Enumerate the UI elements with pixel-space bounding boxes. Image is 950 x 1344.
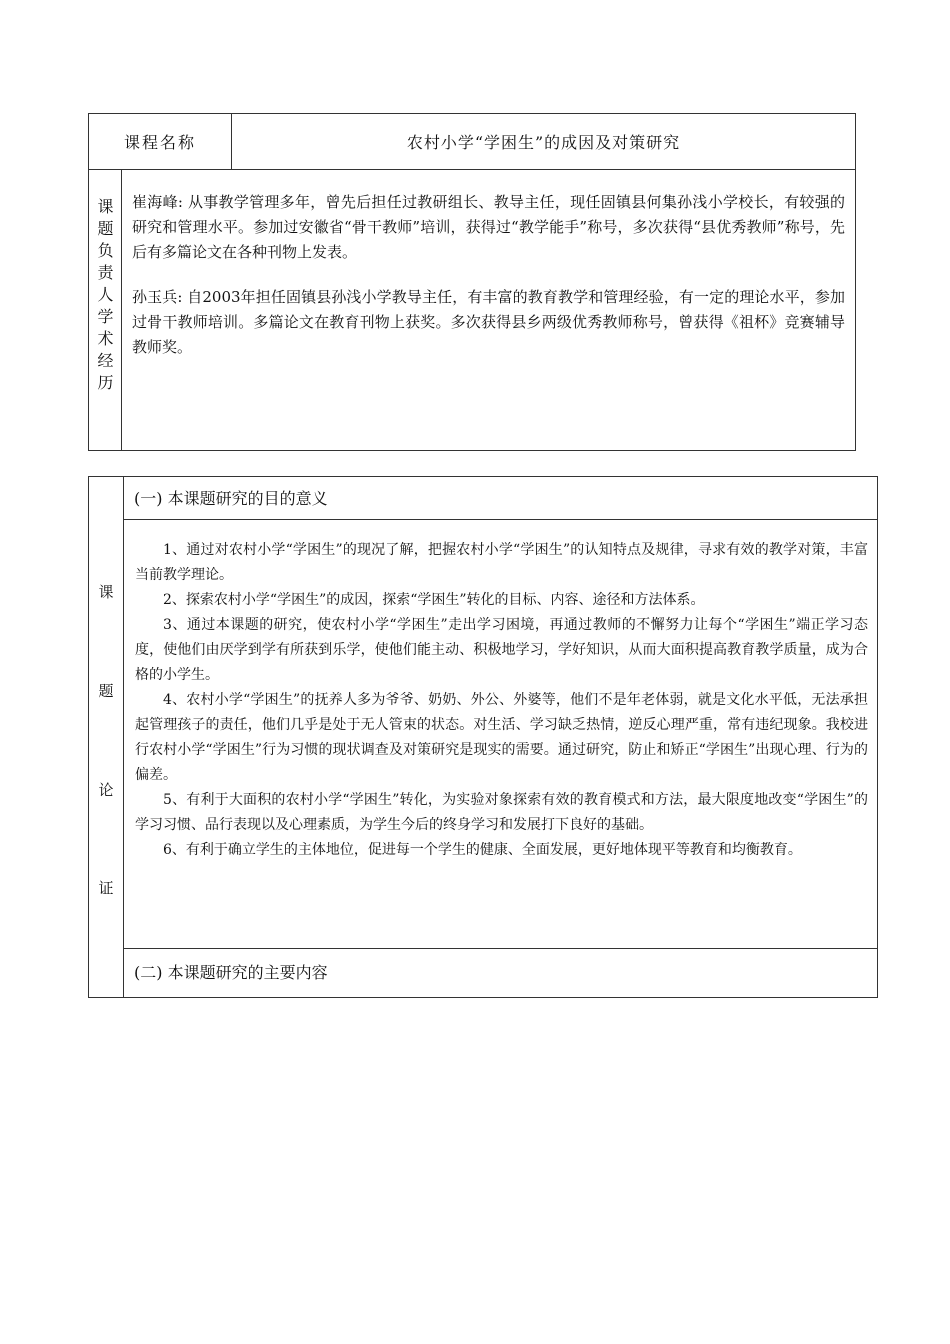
course-name-label: 课程名称: [89, 114, 232, 169]
purpose-paragraph-1: 1、通过对农村小学“学困生”的现况了解，把握农村小学“学困生”的认知特点及规律，寻求有效的教学对策，丰富当前教学理论。: [135, 542, 868, 583]
course-info-table: [88, 113, 856, 451]
section1-heading: (一) 本课题研究的目的意义: [124, 477, 877, 520]
topic-argument-table: [88, 476, 878, 998]
side-char-3: 论: [98, 781, 114, 799]
purpose-paragraph-3: 3、通过本课题的研究，使农村小学“学困生”走出学习困境，再通过教师的不懈努力让每个“学困生”端正学习态度，使他们由厌学到学有所获到乐学，使他们能主动、积极地学习，学好知识，从而大面积提高教育教学质量，成为合格的小学生。: [135, 617, 868, 683]
side-char-2: 题: [98, 682, 114, 700]
side-char-4: 证: [98, 879, 114, 897]
side-char-1: 课: [98, 583, 114, 601]
purpose-paragraph-6: 6、有利于确立学生的主体地位，促进每一个学生的健康、全面发展，更好地体现平等教育和均衡教育。: [163, 842, 802, 858]
purpose-paragraph-4: 4、农村小学“学困生”的抚养人多为爷爷、奶奶、外公、外婆等，他们不是年老体弱，就是文化水平低，无法承担起管理孩子的责任，他们几乎是处于无人管束的状态。对生活、学习缺乏热情，逆反心理严重，常有违纪现象。我校进行农村小学“学困生”行为习惯的现状调查及对策研究是现实的需要。通过研究，防止和矫正“学困生”出现心理、行为的偏差。: [135, 692, 868, 783]
leader-experience-label: 课题负责人学术经历: [89, 170, 122, 450]
leader-bios: [132, 190, 845, 380]
leader-bio-1: 崔海峰: 从事教学管理多年，曾先后担任过教研组长、教导主任，现任固镇县何集孙浅小学校长，有较强的研究和管理水平。参加过安徽省“骨干教师”培训，获得过“教学能手”称号，多次获得“县优秀教师”称号，先后有多篇论文在各种刊物上发表。: [132, 193, 845, 261]
course-title: 农村小学“学困生”的成因及对策研究: [406, 133, 681, 152]
section2-heading: (二) 本课题研究的主要内容: [134, 963, 328, 982]
purpose-paragraph-5: 5、有利于大面积的农村小学“学困生”转化，为实验对象探索有效的教育模式和方法，最大限度地改变“学困生”的学习习惯、品行表现以及心理素质，为学生今后的终身学习和发展打下良好的基础。: [135, 792, 868, 833]
purpose-paragraph-2: 2、探索农村小学“学困生”的成因，探索“学困生”转化的目标、内容、途径和方法体系。: [163, 592, 705, 608]
section1-body: [124, 521, 877, 949]
topic-argument-label: [89, 477, 124, 997]
course-name-row: [89, 114, 855, 170]
leader-bio-2: 孙玉兵: 自2003年担任固镇县孙浅小学教导主任，有丰富的教育教学和管理经验，有一定的理论水平，参加过骨干教师培训。多篇论文在教育刊物上获奖。多次获得县乡两级优秀教师称号，曾获得《祖杯》竞赛辅导教师奖。: [132, 288, 845, 356]
leader-experience-row: [89, 170, 855, 450]
